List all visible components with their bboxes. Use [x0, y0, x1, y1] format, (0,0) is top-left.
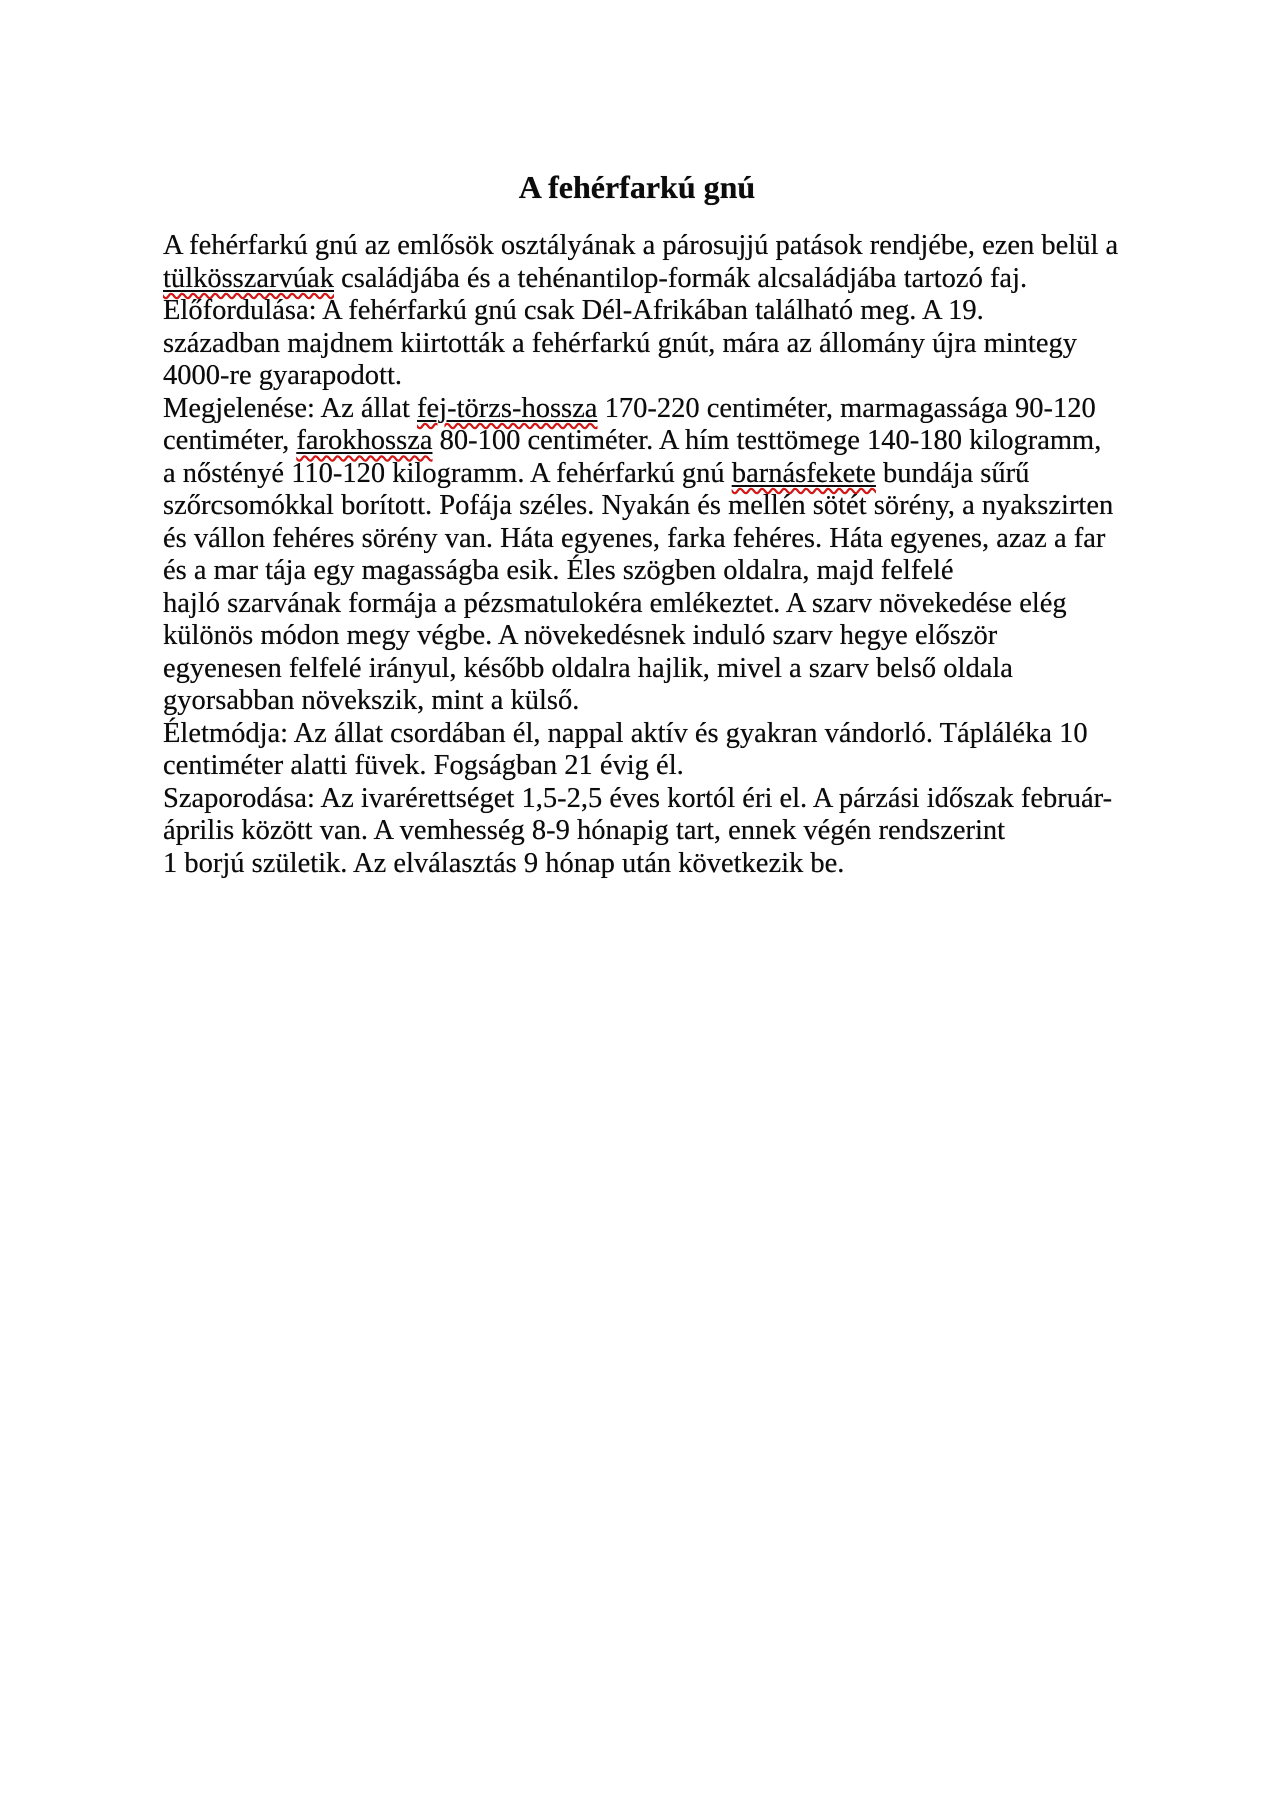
text-line [163, 490, 1114, 523]
text-segment: centiméter alatti füvek. Fogságban 21 évig él. [163, 750, 684, 781]
misspelled-word [163, 263, 334, 294]
misspelled-word [296, 425, 432, 456]
document-title: A fehérfarkú gnú [518, 169, 756, 205]
text-line [163, 848, 1111, 881]
text-segment: Előfordulása: A fehérfarkú gnú csak Dél-Afrikában található meg. A 19. [163, 295, 984, 326]
text-segment: és vállon fehéres sörény van. Háta egyenes, farka fehéres. Háta egyenes, azaz a far [163, 522, 1106, 554]
text-line [163, 555, 1111, 588]
text-line [163, 263, 1111, 296]
text-segment: a nőstényé 110-120 kilogramm. A fehérfarkú gnú [163, 457, 732, 489]
text-segment: gyorsabban növekszik, mint a külső. [163, 685, 580, 716]
text-segment: hajló szarvának formája a pézsmatulokéra emlékeztet. A szarv növekedése elég [163, 587, 1067, 619]
text-segment: 80-100 centiméter. A hím testtömege 140-180 kilogramm, [432, 425, 1102, 456]
text-segment: 1 borjú születik. Az elválasztás 9 hónap után következik be. [163, 847, 845, 879]
text-line [163, 718, 1111, 751]
text-line [163, 393, 1111, 426]
text-line [163, 328, 1111, 361]
text-segment: különös módon megy végbe. A növekedésnek induló szarv hegye először [163, 620, 998, 651]
text-line [163, 295, 1111, 328]
text-segment: és a mar tája egy magasságba esik. Éles szögben oldalra, majd felfelé [163, 555, 954, 586]
text-segment: 4000-re gyarapodott. [163, 360, 403, 391]
text-segment: Életmódja: Az állat csordában él, nappal aktív és gyakran vándorló. Tápláléka 10 [163, 717, 1088, 749]
underlined-text: tülkösszarvúak [163, 262, 334, 294]
text-line [163, 620, 1111, 653]
misspelled-word [417, 393, 597, 424]
text-segment: Szaporodása: Az ivarérettséget 1,5-2,5 éves kortól éri el. A párzási időszak február- [163, 782, 1113, 814]
text-segment: szőrcsomókkal borított. Pofája széles. Nyakán és mellén sötét sörény, a nyakszirten [163, 490, 1114, 521]
text-segment: centiméter, [163, 425, 297, 456]
text-line [163, 750, 1111, 783]
text-line [163, 588, 1111, 621]
text-line [163, 783, 1111, 816]
text-segment: Megjelenése: Az állat [163, 392, 418, 424]
text-segment: április között van. A vemhesség 8-9 hónapig tart, ennek végén rendszerint [163, 815, 1006, 846]
text-segment: 170-220 centiméter, marmagassága 90-120 [597, 392, 1096, 424]
text-line [163, 230, 1119, 263]
text-segment: családjába és a tehénantilop-formák alcsaládjába tartozó faj. [333, 262, 1028, 294]
underlined-text: fej-törzs-hossza [417, 392, 598, 424]
text-line [163, 523, 1111, 556]
text-line [163, 653, 1111, 686]
text-segment: bundája sűrű [875, 457, 1030, 489]
text-line [163, 360, 1111, 393]
text-line [163, 685, 1111, 718]
underlined-text: barnásfekete [731, 457, 876, 489]
text-line [163, 425, 1111, 458]
text-line [163, 815, 1111, 848]
misspelled-word [732, 458, 876, 489]
underlined-text: farokhossza [296, 425, 433, 456]
text-segment: egyenesen felfelé irányul, később oldalra hajlik, mivel a szarv belső oldala [163, 652, 1013, 684]
document-content [163, 167, 1119, 880]
document-body [163, 230, 1119, 880]
text-segment: A fehérfarkú gnú az emlősök osztályának a párosujjú patások rendjébe, ezen belül a [163, 230, 1119, 261]
text-segment: században majdnem kiirtották a fehérfarkú gnút, mára az állomány újra mintegy [163, 327, 1078, 359]
text-line [163, 458, 1111, 491]
